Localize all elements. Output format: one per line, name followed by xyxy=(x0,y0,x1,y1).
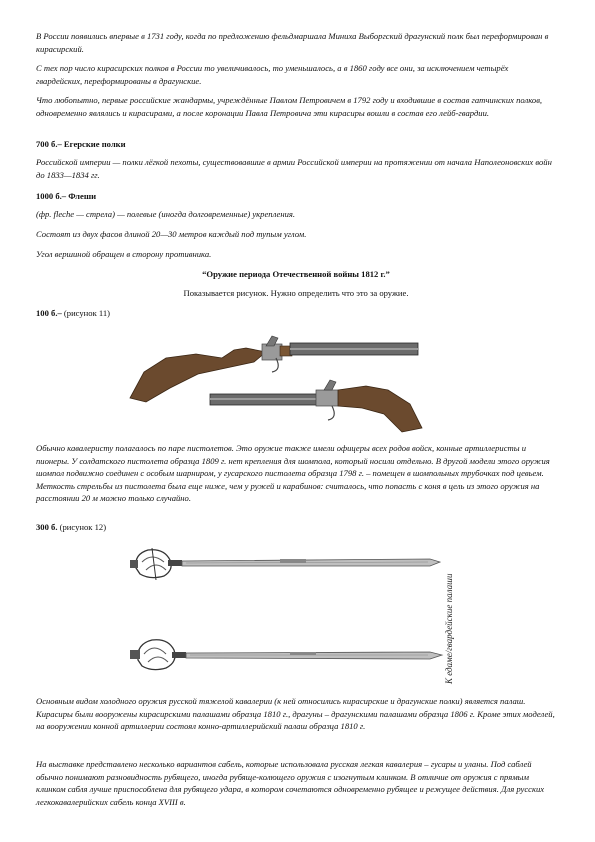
paragraph-fleches-def: (фр. fleche — стрела) — полевые (иногда долговременные) укрепления. xyxy=(36,209,296,219)
score-100: 100 б.– xyxy=(36,308,62,318)
paragraph-gendarmes: Что любопытно, первые российские жандармы, учреждённые Павлом Петровичем в 1792 году и входившие в состав гатчинских полков, одновременно являлись и кирасирами, а после коронации Павла Петровича эти кирасиры вошли в состав его лейб-гвардии. xyxy=(36,95,543,118)
lower-pistol xyxy=(210,380,422,432)
section-title: “Оружие периода Отечественной войны 1812 г.” xyxy=(202,269,390,279)
figure-12-ref: (рисунок 12) xyxy=(57,522,107,532)
heading-700-jaeger: 700 б.– Егерские полки xyxy=(36,139,126,149)
paragraph-cuirassiers-history: В России появились впервые в 1731 году, когда по предложению фельдмаршала Миниха Выборгский драгунский полк был переформирован в кирасирский. xyxy=(36,31,549,54)
paragraph-pistols: Обычно кавалеристу полагалось по паре пистолетов. Это оружие также имели офицеры всех родов войск, конные артиллеристы и пионеры. У солдатского пистолета образца 1809 г. нет крепления для шомпола, который носили отдельно. В другой модели этого оружия шомпол подвижно соединен с особым шарниром, у гусарского пистолета образца 1798 г. – помещен в шомпольных трубочках под цевьем. Меткость стрельбы из пистолета была еще ниже, чем у ружей и карабинов: считалось, что попасть с коня в цель из этого оружия на расстоянии 20 м можно только случайно. xyxy=(36,443,550,504)
score-300: 300 б. xyxy=(36,522,58,532)
heading-1000-fleches: 1000 б.– Флеши xyxy=(36,191,97,201)
paragraph-broadswords: Основным видом холодного оружия русской тяжелой кавалерии (к ней относились кирасирские и драгунские полки) является палаш. Кирасиры были вооружены кирасирскими палашами образца 1810 г., драгуны – драгунскими палашами образца 1806 г. Кроме этих моделей, на вооружении конной артиллерии состоял конно-артиллерийский палаш образца 1810 г. xyxy=(36,696,555,732)
figure-11-ref: (рисунок 11) xyxy=(61,308,111,318)
heading-300-figure12 xyxy=(36,521,556,534)
paragraph-fleches-faces: Состоят из двух фасов длиной 20—30 метров каждый под тупым углом. xyxy=(36,229,307,239)
intro-text: Показывается рисунок. Нужно определить что это за оружие. xyxy=(183,288,409,298)
heading-100-figure11 xyxy=(36,307,556,320)
swords-caption: К едаме/гвардейские палаши xyxy=(444,573,454,684)
cavalry-broadswords-icon xyxy=(130,540,465,690)
paragraph-jaeger: Российской империи — полки лёгкой пехоты, существовавшие в армии Российской империи на протяжении от начала Наполеоновских войн до 1833—1834 гг. xyxy=(36,157,552,180)
paragraph-sabres: На выставке представлено несколько вариантов сабель, которые использовала русская легкая кавалерия – гусары и уланы. Под саблей обычно понимают разновидность рубящего, иногда рубяще-колющего оружия с изогнутым клинком. В отличие от оружия с прямым клинком сабля лучше приспособлена для рубящего удара, в котором сочетаются одновременно рубящее и режущее действия. Для русских легкокавалерийских сабель конца XVIII в. xyxy=(36,759,545,807)
paragraph-cuirassiers-count: С тех пор число кирасирских полков в России то увеличивалось, то уменьшалось, а в 1860 году все они, за исключением четырёх гвардейских, переформированы в драгунские. xyxy=(36,63,509,86)
paragraph-fleches-angle: Угол вершиной обращен в сторону противника. xyxy=(36,249,212,259)
flintlock-pistols-icon xyxy=(126,328,426,436)
